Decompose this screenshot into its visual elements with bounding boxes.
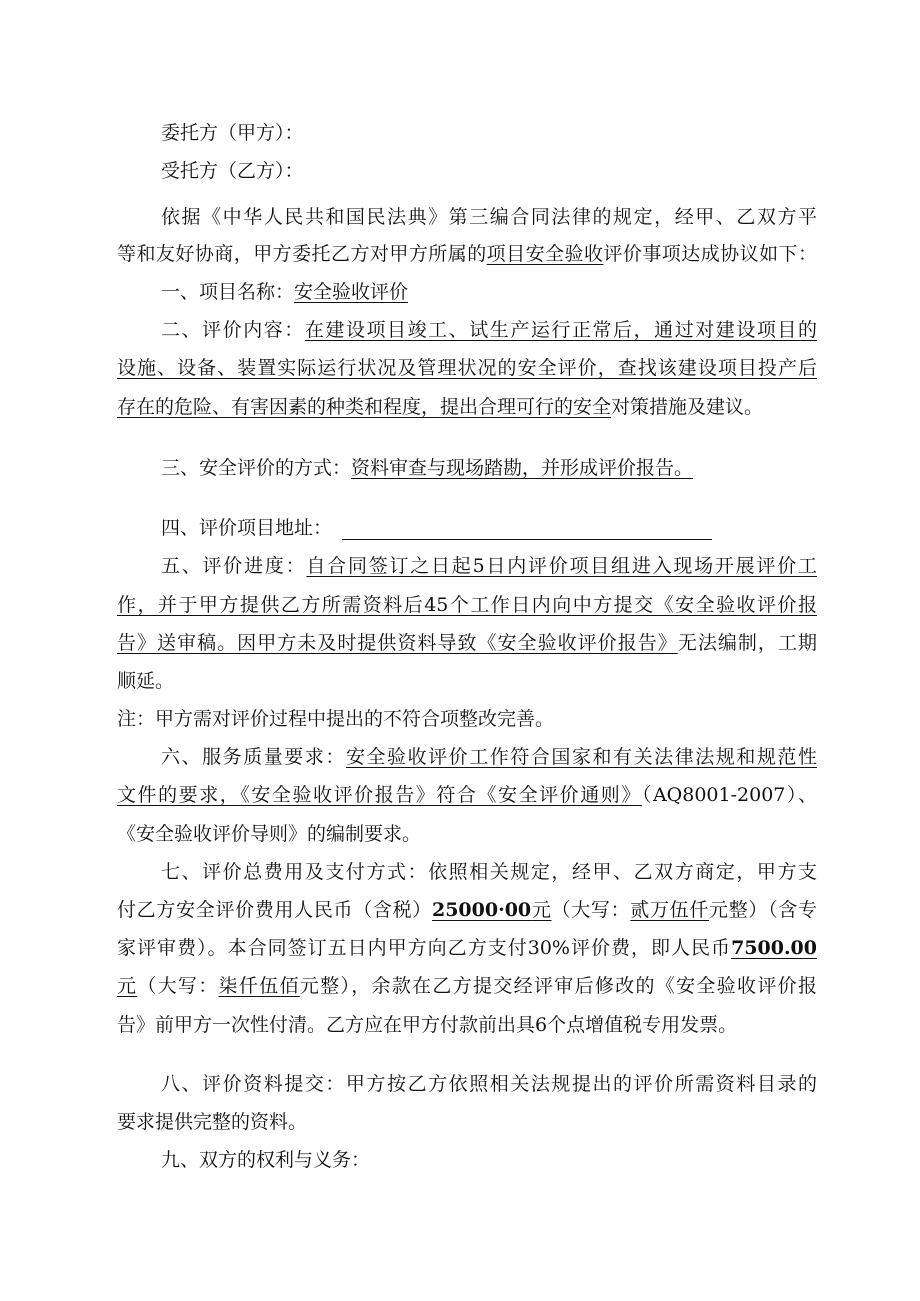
contractor-line bbox=[161, 156, 817, 186]
section-6-line-1: 六、服务质量要求：安全验收评价工作符合国家和有关法律法规和规范性 bbox=[161, 746, 817, 768]
project-name-value: 安全验收评价 bbox=[294, 281, 409, 303]
section-5-line-3: 告》送审稿。因甲方未及时提供资料导致《安全验收评价报告》无法编制，工期 bbox=[117, 632, 817, 654]
section-7-line-5: 告》前甲方一次性付清。乙方应在甲方付款前出具6个点增值税专用发票。 bbox=[117, 1014, 738, 1036]
total-fee-words: 贰万伍仟 bbox=[630, 899, 710, 921]
client-line bbox=[161, 118, 817, 148]
section-2-line-3: 存在的危险、有害因素的种类和程度，提出合理可行的安全对策措施及建议。 bbox=[117, 396, 764, 418]
advance-fee-amount: 7500.00 bbox=[731, 937, 817, 959]
section-4-address: 四、评价项目地址： bbox=[161, 513, 817, 543]
section-5-line-4: 顺延。 bbox=[117, 670, 175, 692]
preamble-line-1: 依据《中华人民共和国民法典》第三编合同法律的规定，经甲、乙双方平 bbox=[161, 206, 817, 228]
section-7-line-1: 七、评价总费用及支付方式：依照相关规定，经甲、乙双方商定，甲方支 bbox=[161, 861, 817, 883]
section-7-line-4: 元（大写：柒仟伍佰元整），余款在乙方提交经评审后修改的《安全验收评价报 bbox=[117, 975, 817, 997]
section-5-line-2: 作，并于甲方提供乙方所需资料后45个工作日内向中方提交《安全验收评价报 bbox=[117, 594, 817, 616]
section-1-project-name: 一、项目名称：安全验收评价 bbox=[161, 281, 409, 303]
address-blank-line bbox=[342, 519, 712, 540]
project-type-underlined: 项目安全验收 bbox=[486, 243, 604, 265]
section-5-line-1: 五、评价进度：自合同签订之日起5日内评价项目组进入现场开展评价工 bbox=[161, 555, 817, 577]
contractor-label: 受托方（乙方）： bbox=[161, 160, 304, 182]
section-8-line-2: 要求提供完整的资料。 bbox=[117, 1111, 308, 1133]
section-2-line-1: 二、评价内容：在建设项目竣工、试生产运行正常后，通过对建设项目的 bbox=[161, 319, 817, 341]
note-line: 注：甲方需对评价过程中提出的不符合项整改完善。 bbox=[117, 708, 555, 730]
method-value: 资料审查与现场踏勘，并形成评价报告。 bbox=[351, 457, 694, 479]
section-9-rights: 九、双方的权利与义务： bbox=[161, 1149, 371, 1171]
advance-fee-words: 柒仟伍佰 bbox=[218, 975, 300, 997]
client-label: 委托方（甲方）： bbox=[161, 122, 304, 144]
section-7-line-2: 付乙方安全评价费用人民币（含税）25000·00元（大写：贰万伍仟元整）（含专 bbox=[117, 899, 817, 921]
preamble-line-2: 等和友好协商，甲方委托乙方对甲方所属的项目安全验收评价事项达成协议如下： bbox=[117, 243, 817, 265]
section-6-line-3: 《安全验收评价导则》的编制要求。 bbox=[117, 823, 422, 845]
section-8-line-1: 八、评价资料提交：甲方按乙方依照相关法规提出的评价所需资料目录的 bbox=[161, 1073, 817, 1095]
section-3-method: 三、安全评价的方式：资料审查与现场踏勘，并形成评价报告。 bbox=[161, 457, 694, 479]
section-7-line-3: 家评审费）。本合同签订五日内甲方向乙方支付30%评价费，即人民币7500.00 bbox=[117, 937, 817, 959]
section-2-line-2: 设施、设备、装置实际运行状况及管理状况的安全评价，查找该建设项目投产后 bbox=[117, 357, 817, 379]
total-fee-amount: 25000·00 bbox=[431, 899, 532, 921]
section-6-line-2: 文件的要求，《安全验收评价报告》符合《安全评价通则》（AQ8001-2007）、 bbox=[117, 784, 817, 806]
